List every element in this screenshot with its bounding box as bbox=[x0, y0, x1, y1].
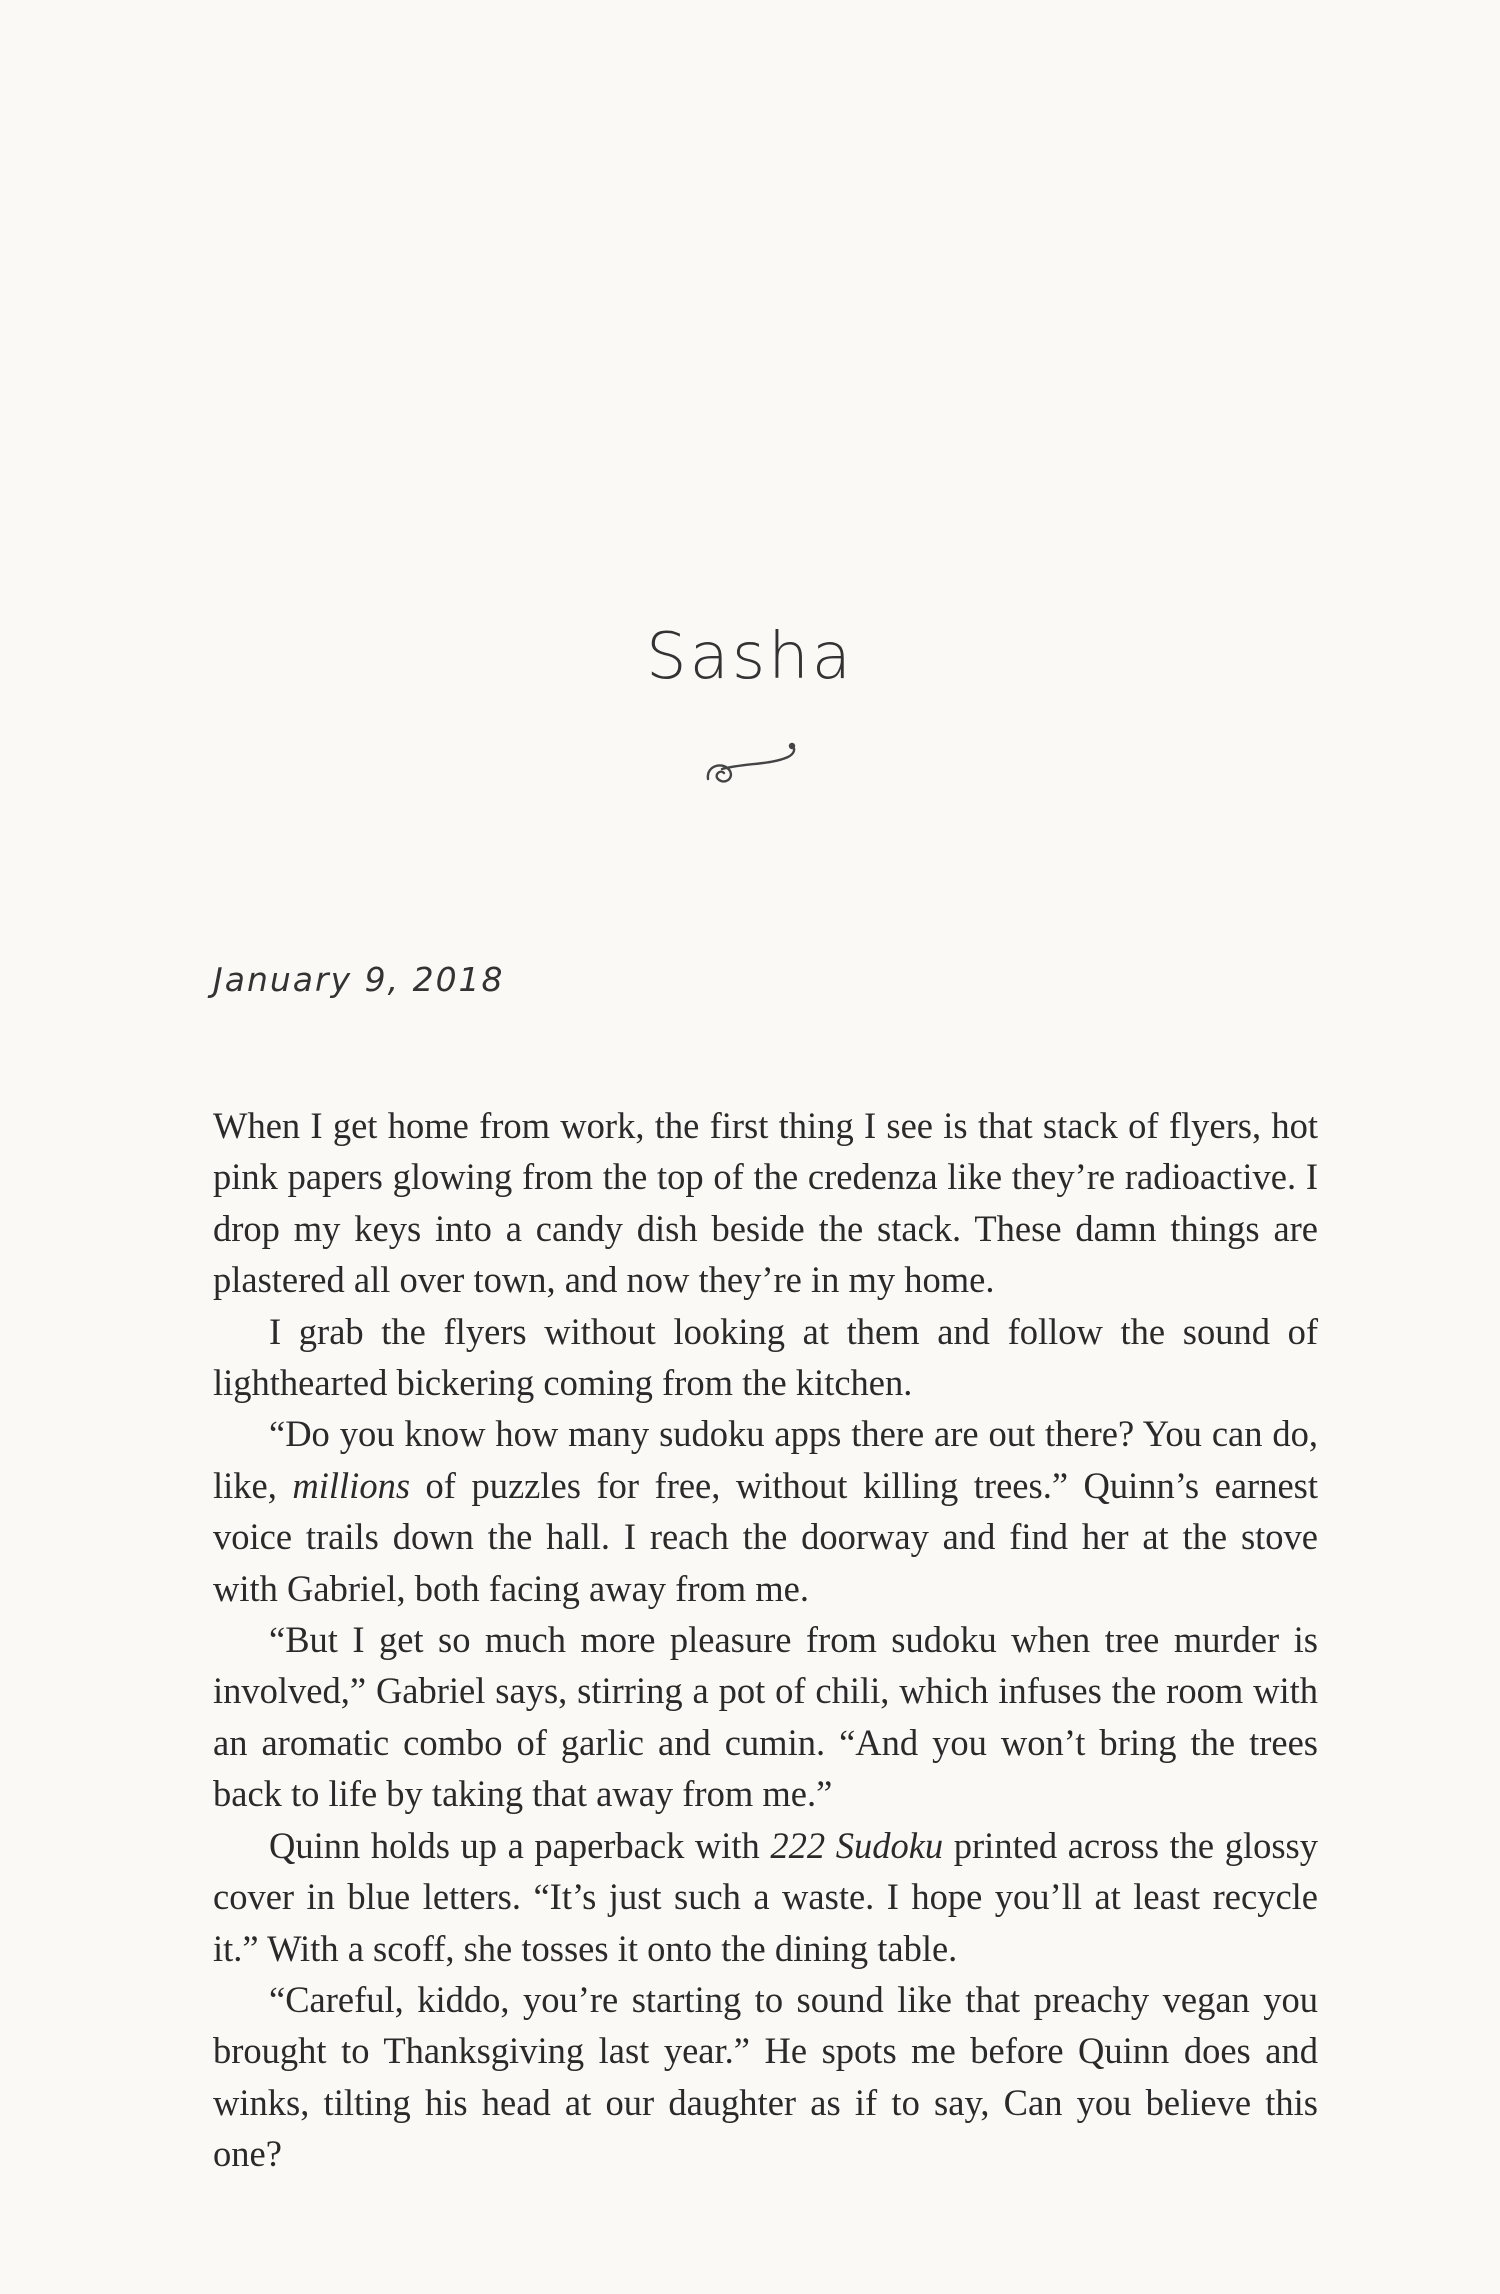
chapter-title: Sasha bbox=[646, 620, 854, 694]
paragraph-text: I grab the flyers without looking at them and follow the sound of lighthearted bickering coming from the kitchen. bbox=[213, 1310, 1318, 1404]
paragraph-text: printed across the glossy cover in blue letters. “It’s just such a waste. I hope you’ll at least recycle it.” With a scoff, she tosses it onto the dining table. bbox=[213, 1824, 1319, 1969]
chapter-date: January 9, 2018 bbox=[213, 960, 505, 999]
body-paragraph bbox=[213, 1820, 1318, 1974]
paragraph-text: “Careful, kiddo, you’re starting to sound like that preachy vegan you brought to Thanksgiving last year.” He spots me before Quinn does and winks, tilting his head at our daughter as if to say, Can you believe this one? bbox=[213, 1978, 1318, 2175]
body-paragraph bbox=[213, 1614, 1318, 1820]
paragraph-text: Quinn holds up a paperback with bbox=[269, 1824, 771, 1866]
body-paragraph bbox=[213, 1306, 1318, 1409]
italic-text: millions bbox=[292, 1464, 411, 1506]
italic-text: 222 Sudoku bbox=[770, 1824, 944, 1866]
paragraph-text: “Do you know how many sudoku apps there are out there? You can do, like, bbox=[213, 1413, 1318, 1506]
swirl-flourish-icon bbox=[700, 735, 810, 795]
body-paragraph bbox=[213, 1408, 1318, 1614]
paragraph-text: When I get home from work, the first thing I see is that stack of flyers, hot pink papers glowing from the top of the credenza like they’re radioactive. I drop my keys into a candy dish beside the stack. These damn things are plastered all over town, and now they’re in my home. bbox=[213, 1105, 1318, 1301]
chapter-body-text bbox=[213, 1100, 1318, 2180]
body-paragraph bbox=[213, 1100, 1318, 1306]
body-paragraph bbox=[213, 1974, 1318, 2180]
paragraph-text: of puzzles for free, without killing trees.” Quinn’s earnest voice trails down the hall. I reach the doorway and find her at the stove with Gabriel, both facing away from me. bbox=[213, 1464, 1319, 1609]
paragraph-text: “But I get so much more pleasure from sudoku when tree murder is involved,” Gabriel says, stirring a pot of chili, which infuses the room with an aromatic combo of garlic and cumin. “And you won’t bring the trees back to life by taking that away from me.” bbox=[213, 1619, 1318, 1815]
